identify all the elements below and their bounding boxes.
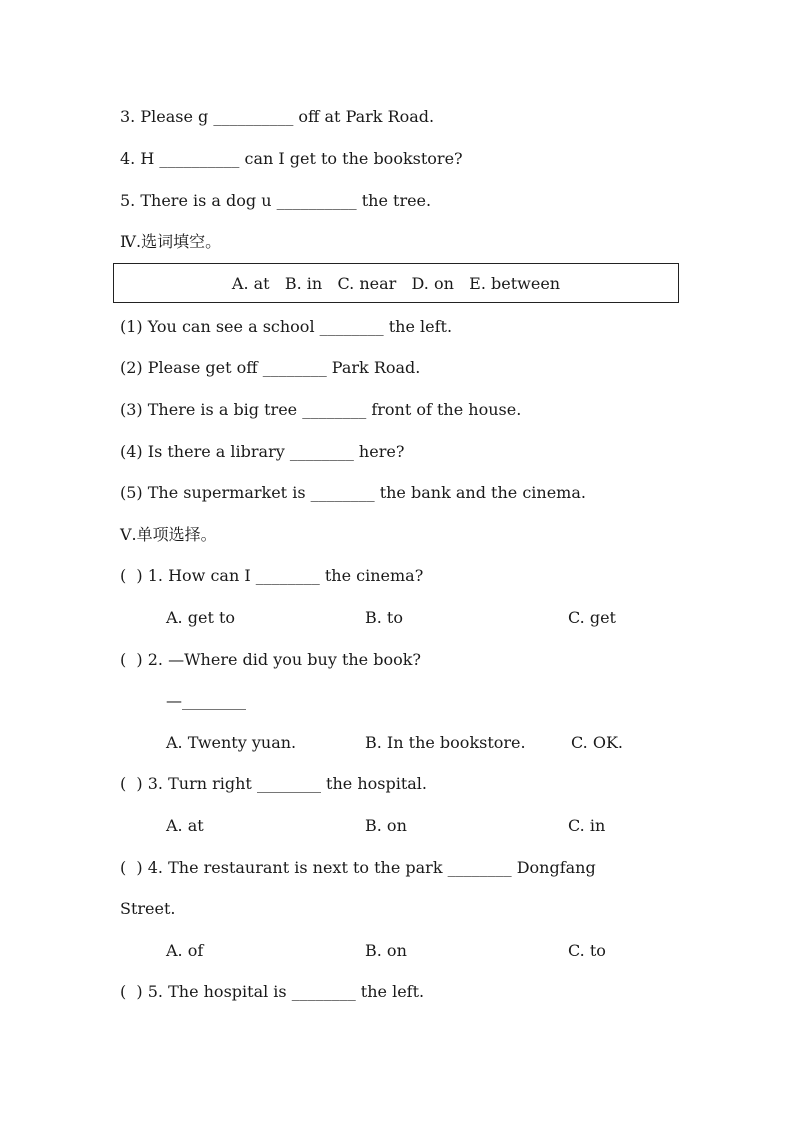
question-1-option-a: A. get to [166, 608, 236, 627]
word-bank-options: A. at B. in C. near D. on E. between [231, 274, 561, 293]
fill-in-item-4: 4. H __________ can I get to the bookstore? [120, 149, 463, 168]
question-1-stem: ( ) 1. How can I ________ the cinema? [120, 566, 424, 585]
section-4-item-4: (4) Is there a library ________ here? [120, 442, 405, 461]
section-4-item-1: (1) You can see a school ________ the left. [120, 317, 453, 336]
question-4-option-b: B. on [365, 941, 407, 960]
section-4-item-3: (3) There is a big tree ________ front of the house. [120, 400, 522, 419]
question-4-option-c: C. to [568, 941, 606, 960]
section-4-item-2: (2) Please get off ________ Park Road. [120, 358, 421, 377]
question-2-option-b: B. In the bookstore. [365, 733, 526, 752]
question-2-option-c: C. OK. [571, 733, 623, 752]
section-4-heading: Ⅳ.选词填空。 [120, 232, 222, 251]
question-4-stem-continued: Street. [120, 899, 176, 918]
question-3-option-b: B. on [365, 816, 407, 835]
section-4-item-5: (5) The supermarket is ________ the bank and the cinema. [120, 483, 586, 502]
fill-in-item-5: 5. There is a dog u __________ the tree. [120, 191, 432, 210]
question-5-stem: ( ) 5. The hospital is ________ the left. [120, 982, 425, 1001]
question-2-stem: ( ) 2. —Where did you buy the book? [120, 650, 422, 669]
question-1-option-b: B. to [365, 608, 403, 627]
question-2-answer-line: —________ [166, 691, 246, 710]
question-3-stem: ( ) 3. Turn right ________ the hospital. [120, 774, 427, 793]
fill-in-item-3: 3. Please g __________ off at Park Road. [120, 107, 435, 126]
question-1-option-c: C. get [568, 608, 616, 627]
section-5-heading: Ⅴ.单项选择。 [120, 525, 217, 544]
question-4-option-a: A. of [166, 941, 204, 960]
question-3-option-c: C. in [568, 816, 606, 835]
question-2-option-a: A. Twenty yuan. [166, 733, 297, 752]
question-4-stem: ( ) 4. The restaurant is next to the park ________ Dongfang [120, 858, 596, 877]
word-bank-box [113, 263, 679, 303]
question-3-option-a: A. at [166, 816, 204, 835]
